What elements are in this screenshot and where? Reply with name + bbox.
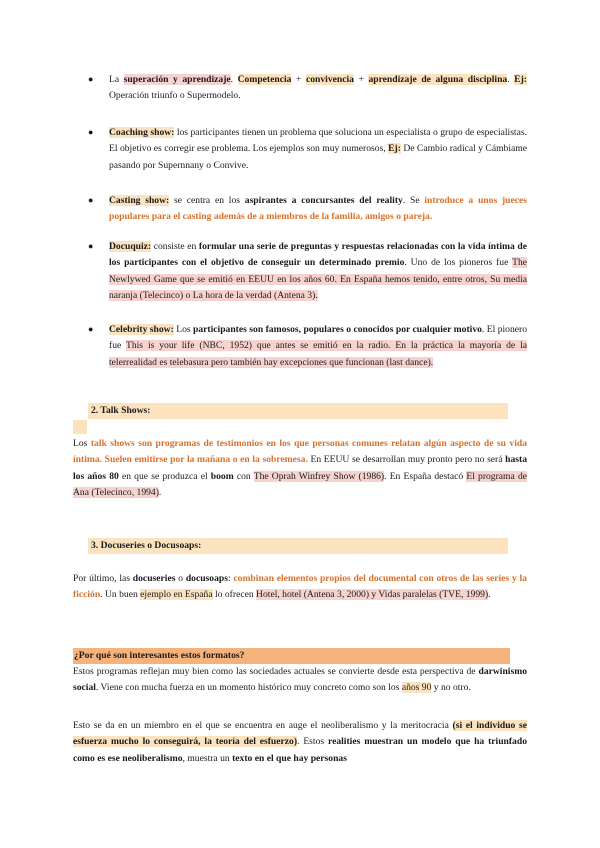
bullet-dot: ● [88,74,94,84]
bullet-dot: ● [88,195,94,205]
bullet-item-4: Docuquiz: consiste en formular una serie de preguntas y respuestas relacionadas con la vida íntima de los participantes con el objetivo de conseguir un determinado premio. Uno de los pioneros fue The Newlywed Game que se emitió en EEUU en los años 60. En España hemos tenido, entre otros, Su media naranja (Telecinco) o La hora de la verdad (Antena 3). [109,241,527,302]
section-heading-why: ¿Por qué son interesantes estos formatos? [73,648,510,664]
bullet-item-5: Celebrity show: Los participantes son famosos, populares o conocidos por cualquier motivo. El pionero fue This is your life (NBC, 1952) que antes se emitió en la radio. En la práctica la mayoría de la telerrealidad es telebasura pero también hay excepciones que funcionan (last dance). [109,324,528,368]
why-paragraph-2: Esto se da en un miembro en el que se encuentra en auge el neoliberalismo y la meritocracia (si el individuo se esfuerza mucho lo conseguirá, la teoría del esfuerzo). Estos realities muestran un modelo que ha triunfado como es ese neoliberalismo, muestra un texto en el que hay personas [73,720,527,764]
section-heading-talk-shows: 2. Talk Shows: [91,405,151,416]
bullet-dot: ● [88,324,94,334]
bullet-item-1: La superación y aprendizaje. Competencia + convivencia + aprendizaje de alguna disciplina. Ej: Operación triunfo o Supermodelo. [109,74,527,102]
bullet-dot: ● [88,127,94,137]
heading-highlight-mark [73,420,87,434]
why-paragraph-1: Estos programas reflejan muy bien como las sociedades actuales se convierte desde esta perspectiva de darwinismo social. Viene con mucha fuerza en un momento histórico muy concreto como son los años 90 y no otro. [73,666,527,694]
docuseries-paragraph: Por último, las docuseries o docusoaps: combinan elementos propios del documental con otros de las series y la ficción. Un buen ejemplo en España lo ofrecen Hotel, hotel (Antena 3, 2000) y Vidas paralelas (TVE, 1999). [73,573,527,601]
bullet-dot: ● [88,241,94,251]
bullet-item-2: Coaching show: los participantes tienen un problema que soluciona un especialista o grupo de especialistas. El objetivo es corregir ese problema. Los ejemplos son muy numerosos, Ej: De Cambio radical y Cámbiame pasando por Supernnany o Convive. [109,127,527,171]
talk-shows-paragraph: Los talk shows son programas de testimonios en los que personas comunes relatan algún aspecto de su vida íntima. Suelen emitirse por la mañana o en la sobremesa. En EEUU se desarrollan muy pronto pero no será hasta los años 80 en que se produzca el boom con The Oprah Winfrey Show (1986). En España destacó El programa de Ana (Telecinco, 1994). [73,438,528,499]
bullet-item-3: Casting show: se centra en los aspirantes a concursantes del reality. Se introduce a unos jueces populares para el casting además de a miembros de la familia, amigos o pareja. [109,195,527,223]
section-heading-docuseries: 3. Docuseries o Docusoaps: [91,540,202,551]
heading-highlight-bar [88,403,508,419]
